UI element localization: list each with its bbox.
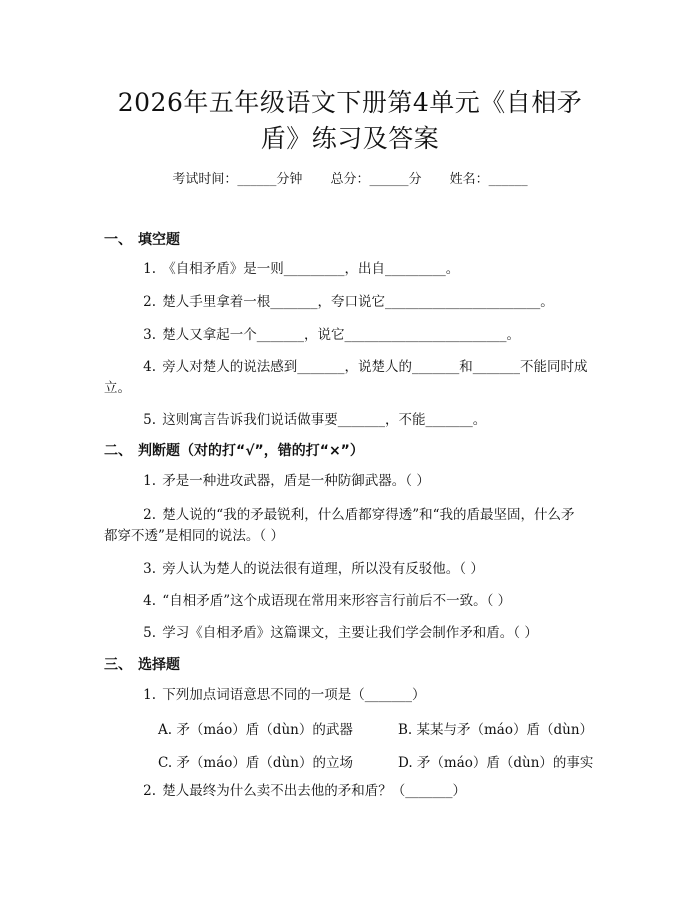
question-text: 《自相矛盾》是一则_________，出自_________。 <box>162 261 460 277</box>
question-number: 1. <box>143 687 156 703</box>
section-number: 三、 <box>104 657 132 673</box>
section-number: 二、 <box>104 443 132 459</box>
question-number: 4. <box>143 593 156 609</box>
section-number: 一、 <box>104 232 132 248</box>
question-text: 矛是一种进攻武器，盾是一种防御武器。（ ） <box>162 473 430 489</box>
question-number: 2. <box>143 294 156 310</box>
question-number: 3. <box>143 327 156 343</box>
question-text: 旁人认为楚人的说法很有道理，所以没有反驳他。（ ） <box>162 561 484 577</box>
student-name: 姓名：______ <box>449 172 528 187</box>
question-number: 4. <box>143 359 156 375</box>
question-number: 5. <box>143 625 156 641</box>
exam-time: 考试时间：______分钟 <box>172 172 303 187</box>
question-number: 1. <box>143 473 156 489</box>
question <box>104 589 604 613</box>
section-3-heading <box>104 654 180 674</box>
question <box>104 557 604 581</box>
question-text: 楚人又拿起一个_______，说它________________________。 <box>162 327 521 343</box>
question-text: 旁人对楚人的说法感到_______，说楚人的_______和_______不能同时成 <box>162 359 588 375</box>
section-1-heading <box>104 229 180 249</box>
doc-title-line1: 2026年五年级语文下册第4单元《自相矛 <box>117 88 583 117</box>
question-number: 5. <box>143 412 156 428</box>
exam-meta <box>0 168 700 187</box>
question-text: 下列加点词语意思不同的一项是（_______） <box>162 687 426 703</box>
section-title: 填空题 <box>138 232 180 248</box>
section-2-heading <box>104 440 364 460</box>
question-text: “自相矛盾”这个成语现在常用来形容言行前后不一致。（ ） <box>162 593 512 609</box>
question <box>104 621 604 645</box>
option-a: A. 矛（máo）盾（dùn）的武器 <box>158 722 353 738</box>
question-text: 楚人说的“我的矛最锐利，什么盾都穿得透”和“我的盾最坚固，什么矛 <box>162 507 575 523</box>
question-text: 楚人手里拿着一根_______，夸口说它_______________________。 <box>162 294 554 310</box>
question-text: 楚人最终为什么卖不出去他的矛和盾？（_______） <box>162 783 467 799</box>
question-number: 2. <box>143 507 156 523</box>
total-score: 总分：______分 <box>330 172 422 187</box>
question-number: 3. <box>143 561 156 577</box>
question <box>104 323 604 347</box>
question-continuation: 都穿不透”是相同的说法。（ ） <box>104 528 284 544</box>
question <box>104 257 604 281</box>
option-c: C. 矛（máo）盾（dùn）的立场 <box>158 755 353 771</box>
question <box>104 683 604 707</box>
question <box>104 408 604 432</box>
question-text: 这则寓言告诉我们说话做事要_______，不能_______。 <box>162 412 487 428</box>
option-d: D. 矛（máo）盾（dùn）的事实 <box>398 755 594 771</box>
question-number: 1. <box>143 261 156 277</box>
question <box>104 469 604 493</box>
section-title: 选择题 <box>138 657 180 673</box>
section-title: 判断题（对的打“√”，错的打“×”） <box>138 443 364 459</box>
question <box>104 290 604 314</box>
option-b: B. 某某与矛（máo）盾（dùn） <box>398 722 594 738</box>
question-text: 学习《自相矛盾》这篇课文，主要让我们学会制作矛和盾。（ ） <box>162 625 538 641</box>
question <box>104 779 604 803</box>
question-continuation: 立。 <box>104 380 131 396</box>
question-number: 2. <box>143 783 156 799</box>
doc-title-line2: 盾》练习及答案 <box>260 124 440 153</box>
